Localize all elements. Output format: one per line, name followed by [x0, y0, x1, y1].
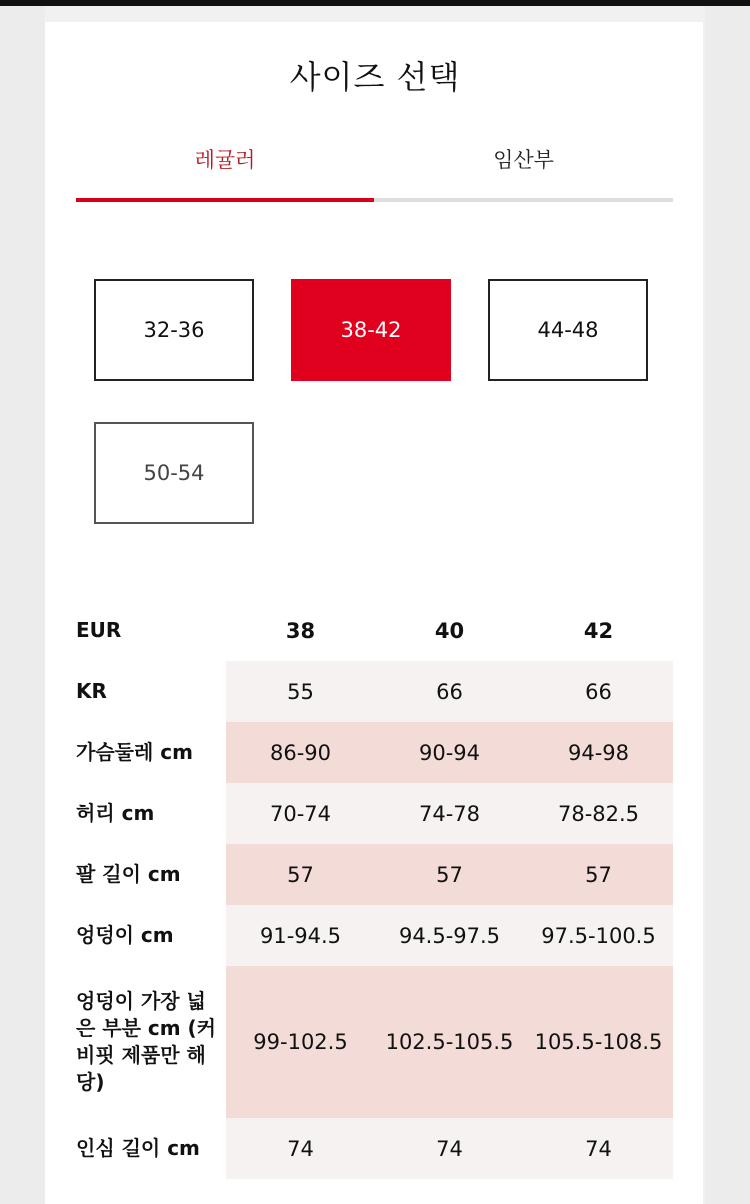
table-cell: 57 — [287, 862, 314, 887]
table-header-label: EUR — [76, 618, 122, 642]
table-cell: 74-78 — [418, 801, 481, 826]
table-cell: 105.5-108.5 — [534, 1030, 663, 1054]
table-row — [76, 661, 673, 722]
size-button-50-54[interactable]: 50-54 — [94, 422, 254, 524]
table-cell: 94-98 — [567, 740, 630, 765]
background-right — [705, 6, 750, 1204]
table-cell: 74 — [436, 1136, 463, 1161]
table-cell: 97.5-100.5 — [541, 923, 656, 948]
size-button-32-36[interactable]: 32-36 — [94, 279, 254, 381]
table-cell: 86-90 — [269, 740, 332, 765]
status-bar — [0, 0, 750, 6]
table-row — [76, 844, 673, 905]
row-label: 엉덩이 가장 넓은 부분 cm (커비핏 제품만 해당) — [76, 989, 217, 1094]
table-cell: 57 — [436, 862, 463, 887]
table-row — [76, 966, 673, 1118]
table-cell: 55 — [287, 679, 314, 704]
tab-maternity[interactable]: 임산부 — [493, 148, 554, 172]
table-row — [76, 905, 673, 966]
table-cell: 102.5-105.5 — [385, 1030, 514, 1054]
row-label: 인심 길이 cm — [76, 1136, 200, 1160]
table-cell: 74 — [287, 1136, 314, 1161]
size-button-44-48[interactable]: 44-48 — [488, 279, 648, 381]
row-label: KR — [76, 679, 107, 703]
table-header-row — [76, 600, 673, 661]
page-title: 사이즈 선택 — [289, 58, 461, 96]
table-cell: 70-74 — [269, 801, 332, 826]
row-label: 팔 길이 cm — [76, 862, 181, 886]
fit-tabs — [76, 120, 673, 204]
size-button-38-42[interactable]: 38-42 — [291, 279, 451, 381]
table-cell: 90-94 — [418, 740, 481, 765]
table-header-cell: 42 — [583, 618, 614, 643]
table-header-cell: 40 — [434, 618, 465, 643]
table-cell: 66 — [436, 679, 463, 704]
table-cell: 78-82.5 — [557, 801, 640, 826]
table-cell: 66 — [585, 679, 612, 704]
row-label: 엉덩이 cm — [76, 923, 174, 947]
tab-regular[interactable]: 레귤러 — [194, 148, 256, 172]
table-cell: 57 — [585, 862, 612, 887]
table-row — [76, 722, 673, 783]
table-row — [76, 1118, 673, 1179]
size-chart-table — [76, 600, 673, 1179]
table-cell: 99-102.5 — [253, 1030, 348, 1054]
table-cell: 91-94.5 — [259, 923, 342, 948]
table-row — [76, 783, 673, 844]
background-left — [0, 6, 45, 1204]
table-cell: 94.5-97.5 — [398, 923, 501, 948]
tab-active-indicator — [76, 198, 374, 202]
table-header-cell: 38 — [285, 618, 316, 643]
row-label: 허리 cm — [76, 801, 155, 825]
table-cell: 74 — [585, 1136, 612, 1161]
row-label: 가슴둘레 cm — [76, 740, 193, 764]
